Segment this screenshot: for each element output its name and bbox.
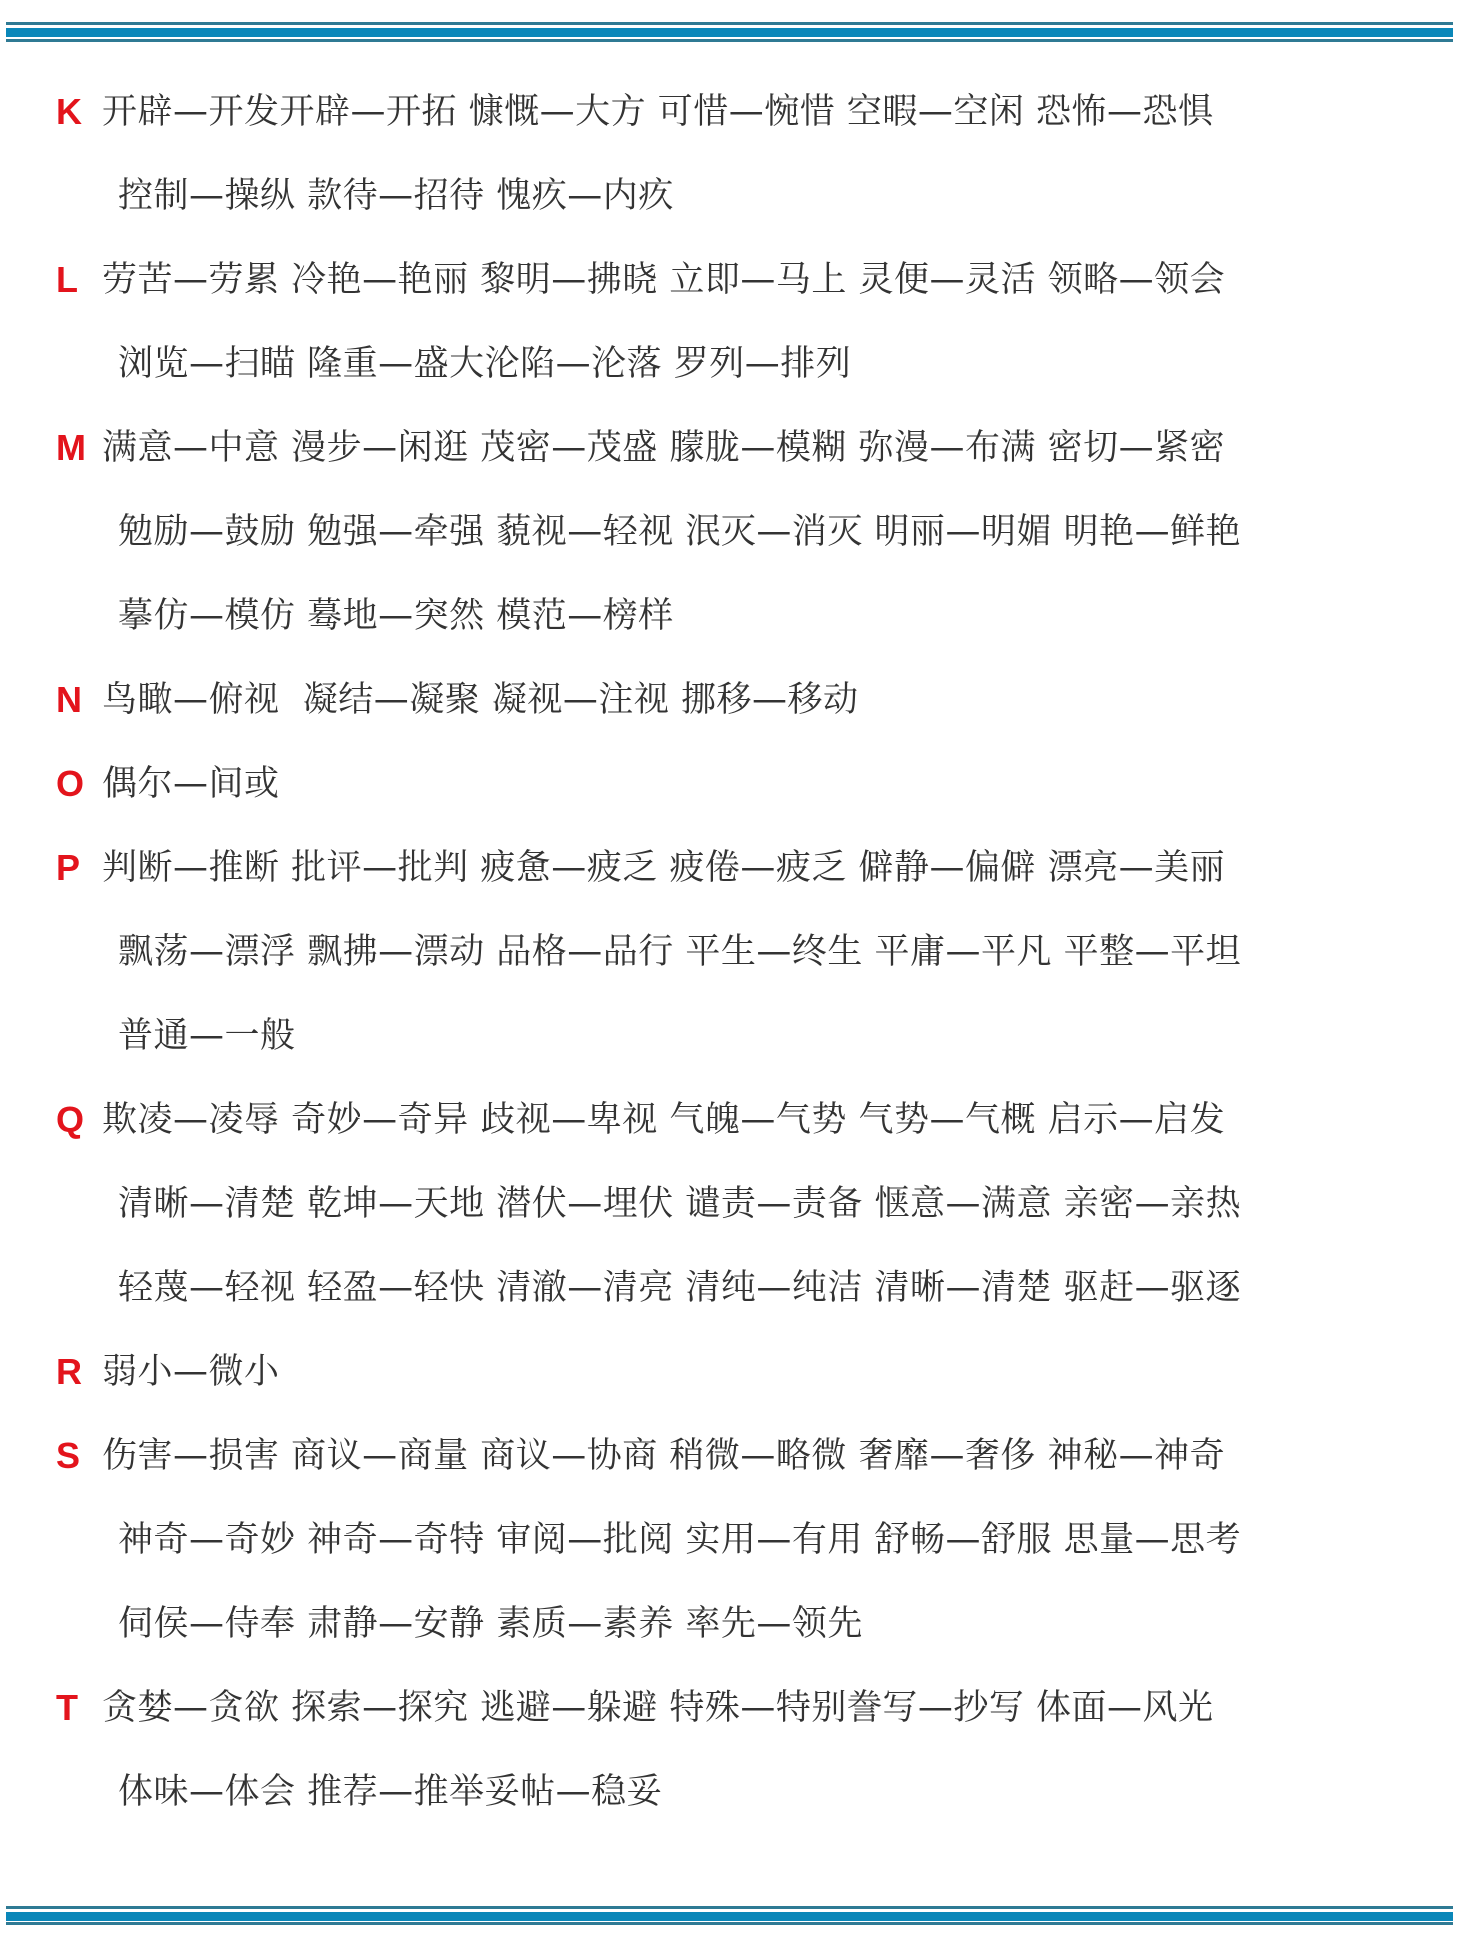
synonym-line: 勉励—鼓励 勉强—牵强 藐视—轻视 泯灭—消灭 明丽—明媚 明艳—鲜艳: [118, 512, 1242, 552]
synonym-line: 神奇—奇妙 神奇—奇特 审阅—批阅 实用—有用 舒畅—舒服 思量—思考: [118, 1520, 1242, 1560]
section-letter: M: [56, 427, 86, 468]
synonym-line: 满意—中意 漫步—闲逛 茂密—茂盛 朦胧—模糊 弥漫—布满 密切—紧密: [102, 428, 1226, 468]
bottom-border-thin-line: [6, 1906, 1453, 1909]
synonym-line: 摹仿—模仿 蓦地—突然 模范—榜样: [118, 596, 674, 636]
section-letter: S: [56, 1435, 81, 1476]
synonym-line: 伺侯—侍奉 肃静—安静 素质—素养 率先—领先: [118, 1604, 863, 1644]
synonym-line: 欺凌—凌辱 奇妙—奇异 歧视—卑视 气魄—气势 气势—气概 启示—启发: [102, 1100, 1226, 1140]
top-border-thin-line: [6, 39, 1453, 42]
synonym-line: 判断—推断 批评—批判 疲惫—疲乏 疲倦—疲乏 僻静—偏僻 漂亮—美丽: [102, 848, 1226, 888]
synonym-line: 体味—体会 推荐—推举妥帖—稳妥: [118, 1772, 663, 1812]
section-letter: T: [56, 1687, 78, 1728]
top-border-thick-line: [6, 28, 1453, 37]
synonym-line: 浏览—扫瞄 隆重—盛大沦陷—沦落 罗列—排列: [118, 344, 852, 384]
synonym-line: 弱小—微小: [102, 1352, 280, 1392]
synonym-line: 贪婪—贪欲 探索—探究 逃避—躲避 特殊—特别誊写—抄写 体面—风光: [102, 1688, 1214, 1728]
synonym-line: 普通—一般: [118, 1016, 296, 1056]
section-letter: O: [56, 763, 85, 804]
section-letter: N: [56, 679, 82, 720]
synonym-line: 飘荡—漂浮 飘拂—漂动 品格—品行 平生—终生 平庸—平凡 平整—平坦: [118, 932, 1242, 972]
synonym-line: 轻蔑—轻视 轻盈—轻快 清澈—清亮 清纯—纯洁 清晰—清楚 驱赶—驱逐: [118, 1268, 1242, 1308]
synonym-line: 伤害—损害 商议—商量 商议—协商 稍微—略微 奢靡—奢侈 神秘—神奇: [102, 1436, 1226, 1476]
section-letter: R: [56, 1351, 82, 1392]
bottom-border-thick-line: [6, 1912, 1453, 1921]
section-letter: L: [56, 259, 78, 300]
section-letter: Q: [56, 1099, 85, 1140]
synonym-line: 开辟—开发开辟—开拓 慷慨—大方 可惜—惋惜 空暇—空闲 恐怖—恐惧: [102, 92, 1214, 132]
synonym-line: 清晰—清楚 乾坤—天地 潜伏—埋伏 谴责—责备 惬意—满意 亲密—亲热: [118, 1184, 1242, 1224]
bottom-border-thin-line: [6, 1922, 1453, 1925]
synonym-line: 劳苦—劳累 冷艳—艳丽 黎明—拂晓 立即—马上 灵便—灵活 领略—领会: [102, 260, 1226, 300]
section-letter: P: [56, 847, 81, 888]
synonym-line: 鸟瞰—俯视 凝结—凝聚 凝视—注视 挪移—移动: [102, 680, 859, 720]
synonym-line: 控制—操纵 款待—招待 愧疚—内疚: [118, 176, 674, 216]
synonym-line: 偶尔—间或: [102, 764, 280, 804]
top-border-thin-line: [6, 22, 1453, 25]
section-letter: K: [56, 91, 82, 132]
